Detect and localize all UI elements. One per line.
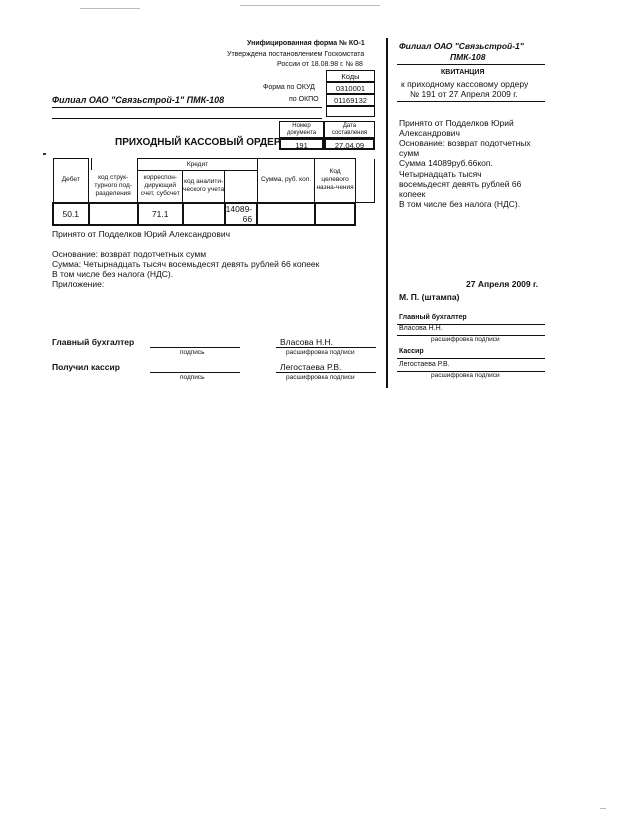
table-left-tick [91, 158, 92, 170]
receipt-cashier-label: Кассир [399, 348, 424, 355]
receipt-chief-accountant-label: Главный бухгалтер [399, 314, 467, 321]
corr-account-header: корреспон-дирующий счет, субсчет [138, 171, 183, 203]
scan-noise-top-right [240, 5, 380, 6]
receipt-title: КВИТАНЦИЯ [441, 69, 485, 76]
receipt-chief-decode-caption: расшифровка подписи [431, 336, 500, 343]
analytic-code-value [183, 203, 225, 225]
corr-account-value: 71.1 [138, 203, 183, 225]
cashier-sign-caption: подпись [180, 374, 205, 381]
vat-note: В том числе без налога (НДС). [52, 269, 174, 279]
chief-accountant-decode-caption: расшифровка подписи [286, 349, 355, 356]
order-table [52, 158, 375, 226]
receipt-text-line: сумм [399, 148, 420, 158]
receipt-stamp: М. П. (штампа) [399, 292, 460, 302]
receipt-cashier-line-top [397, 358, 545, 359]
approved-line-2: России от 18.08.98 г. № 88 [277, 61, 363, 68]
receipt-subtitle-underline [397, 101, 545, 102]
debit-value: 50.1 [53, 203, 89, 225]
chief-accountant-sign-caption: подпись [180, 349, 205, 356]
cashier-name: Легостаева Р.В. [280, 362, 342, 372]
cashier-decode-caption: расшифровка подписи [286, 374, 355, 381]
chief-accountant-decode-line [276, 347, 376, 348]
analytic-code-header: код аналити-ческого учета [183, 171, 225, 203]
receipt-text-line: Сумма 14089руб.66коп. [399, 158, 493, 168]
scan-noise-top [80, 8, 140, 9]
order-date: 27.04.09 [324, 138, 375, 150]
cashier-sign-line [150, 372, 240, 373]
basis: Основание: возврат подотчетных сумм [52, 249, 207, 259]
receipt-text-line: восемьдесят девять рублей 66 [399, 179, 522, 189]
struct-code-value [89, 203, 138, 225]
sum-value: 14089-66 [225, 203, 257, 225]
date-header: Дата составления [324, 121, 375, 138]
okpo-label: по ОКПО [289, 96, 319, 103]
approved-line-1: Утверждена постановлением Госкомстата [227, 51, 365, 58]
scan-noise-bottom [600, 808, 606, 809]
received-from: Принято от Подделков Юрий Александрович [52, 229, 231, 239]
receipt-cashier-name: Легостаева Р.В. [399, 361, 450, 368]
number-header: Номер документа [279, 121, 324, 138]
receipt-subtitle-1: к приходному кассовому ордеру [401, 79, 529, 89]
receipt-text-line: Александрович [399, 128, 460, 138]
attachment: Приложение: [52, 279, 105, 289]
sum-in-words: Сумма: Четырнадцать тысяч восемьдесят девять рублей 66 копеек [52, 259, 320, 269]
receipt-text-line: Основание: возврат подотчетных [399, 138, 531, 148]
chief-accountant-label: Главный бухгалтер [52, 337, 135, 347]
scan-noise-left-mark [43, 153, 46, 155]
organization-underline [52, 107, 322, 108]
target-header: Код целевого назна-чения [315, 159, 355, 203]
cashier-received-label: Получил кассир [52, 362, 120, 372]
chief-accountant-name: Власова Н.Н. [280, 337, 333, 347]
receipt-text-line: Принято от Подделков Юрий [399, 118, 514, 128]
receipt-org-line-1: Филиал ОАО "Связьстрой-1" [399, 41, 524, 51]
tear-off-line [386, 38, 388, 388]
struct-code-header: код струк-турного под-разделения [89, 171, 138, 203]
order-title: ПРИХОДНЫЙ КАССОВЫЙ ОРДЕР [115, 137, 281, 148]
credit-header: Кредит [138, 159, 257, 171]
okud-label: Форма по ОКУД [263, 84, 315, 91]
debit-header: Дебет [53, 159, 89, 203]
sum-header: Сумма, руб. коп. [257, 159, 315, 203]
subdivision-underline [52, 118, 322, 119]
chief-accountant-sign-line [150, 347, 240, 348]
target-code-value [257, 203, 315, 225]
okud-value: 0310001 [326, 82, 375, 94]
receipt-subtitle-2: № 191 от 27 Апреля 2009 г. [410, 89, 518, 99]
receipt-org-underline [397, 64, 545, 65]
codes-empty-1 [326, 106, 375, 117]
receipt-text-line: копеек [399, 189, 426, 199]
receipt-cashier-decode-caption: расшифровка подписи [431, 372, 500, 379]
organization-name: Филиал ОАО "Связьстрой-1" ПМК-108 [52, 95, 225, 105]
receipt-date: 27 Апреля 2009 г. [466, 279, 539, 289]
unified-form-label: Унифицированная форма № КО-1 [247, 40, 365, 47]
receipt-org-line-2: ПМК-108 [450, 52, 486, 62]
receipt-text-line: В том числе без налога (НДС). [399, 199, 521, 209]
receipt-chief-accountant-name: Власова Н.Н. [399, 325, 443, 332]
cashier-decode-line [276, 372, 376, 373]
order-number: 191 [279, 138, 324, 150]
codes-header: Коды [326, 70, 375, 82]
okpo-value: 01169132 [326, 94, 375, 106]
receipt-text-line: Четырнадцать тысяч [399, 169, 482, 179]
